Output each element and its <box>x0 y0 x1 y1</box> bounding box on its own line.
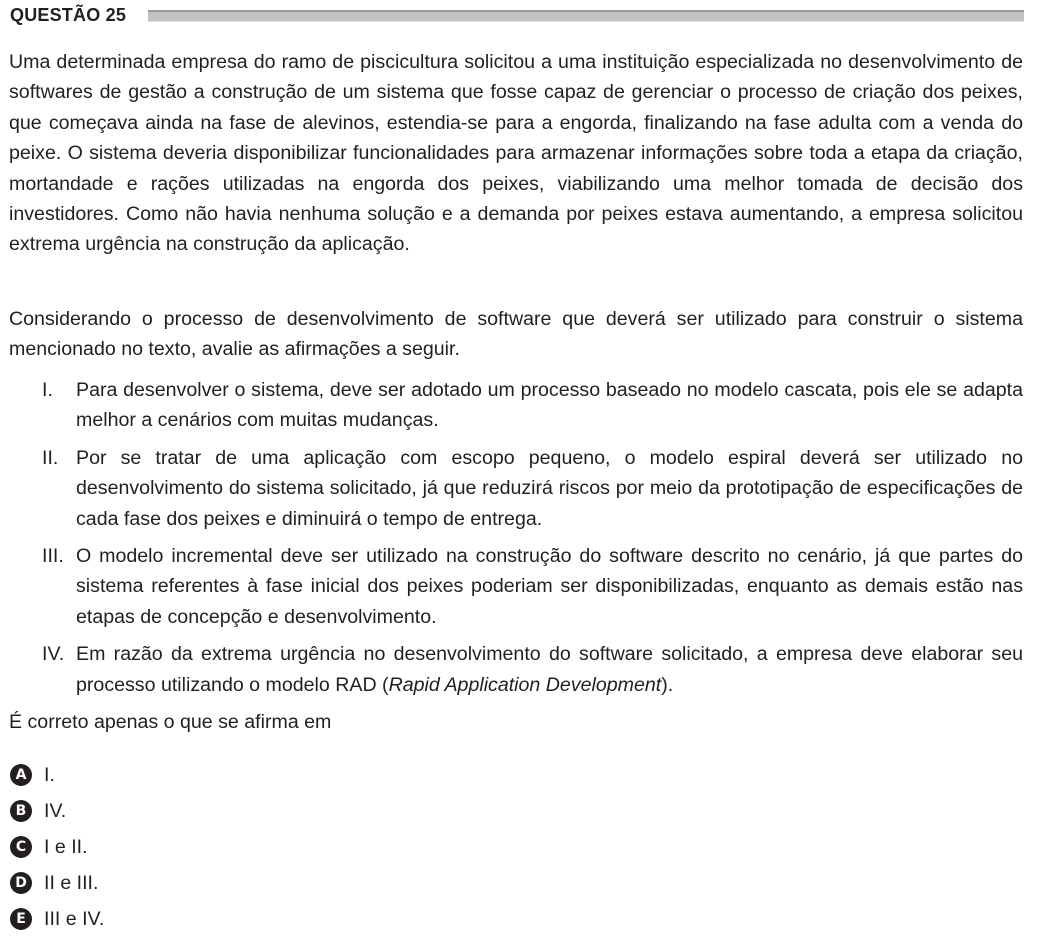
statement-text <box>76 643 1023 695</box>
statement-text-before: Em razão da extrema urgência no desenvolvimento do software solicitado, a empresa deve elaborar seu processo utilizando o modelo RAD ( <box>76 643 1023 696</box>
option-c[interactable] <box>10 829 104 865</box>
statement-item <box>42 443 1023 534</box>
statement-text-italic: Rapid Application Development <box>388 673 662 696</box>
statement-text: O modelo incremental deve ser utilizado na construção do software descrito no cenário, já que partes do sistema referentes à fase inicial dos peixes poderiam ser disponibilizadas, enquanto as demais estão nas etapas de concepção e desenvolvimento. <box>76 545 1023 628</box>
statement-text: Por se tratar de uma aplicação com escopo pequeno, o modelo espiral deverá ser utilizado no desenvolvimento do sistema solicitado, já que reduzirá riscos por meio da prototipação de especificações de cada fase dos peixes e diminuirá o tempo de entrega. <box>76 446 1023 530</box>
option-d[interactable] <box>10 865 104 901</box>
statement-text-after: ). <box>661 673 674 696</box>
intro-paragraph: Uma determinada empresa do ramo de piscicultura solicitou a uma instituição especializada no desenvolvimento de softwares de gestão a construção de um sistema que fosse capaz de gerenciar o processo de criação dos peixes, que começava ainda na fase de alevinos, estendia-se para a engorda, finalizando na fase adulta com a venda do peixe. O sistema deveria disponibilizar funcionalidades para armazenar informações sobre toda a etapa da criação, mortandade e rações utilizadas na engorda dos peixes, viabilizando uma melhor tomada de decisão dos investidores. Como não havia nenhuma solução e a demanda por peixes estava aumentando, a empresa solicitou extrema urgência na construção da aplicação. <box>9 51 1023 256</box>
statement-text: Para desenvolver o sistema, deve ser adotado um processo baseado no modelo cascata, pois ele se adapta melhor a cenários com muitas mudanças. <box>76 379 1023 432</box>
statement-number: I. <box>42 379 53 401</box>
option-text: III e IV. <box>44 908 105 930</box>
statement-number: III. <box>42 545 64 568</box>
option-text: II e III. <box>44 872 99 894</box>
option-b[interactable] <box>10 793 104 829</box>
option-letter-badge: A <box>10 764 32 786</box>
statement-item <box>42 541 1023 632</box>
option-text: I e II. <box>44 836 88 858</box>
option-a[interactable] <box>10 757 104 793</box>
context-paragraph: Considerando o processo de desenvolvimento de software que deverá ser utilizado para construir o sistema mencionado no texto, avalie as afirmações a seguir. <box>9 308 1023 361</box>
header-rule <box>148 10 1024 22</box>
question-title: QUESTÃO 25 <box>10 4 127 25</box>
statement-item <box>42 639 1023 700</box>
option-letter-badge: B <box>10 800 32 822</box>
option-letter-badge: D <box>10 872 32 894</box>
option-text: IV. <box>44 800 67 822</box>
question-prompt: É correto apenas o que se afirma em <box>9 711 332 733</box>
option-letter-badge: E <box>10 908 32 930</box>
statements-list <box>0 375 1039 707</box>
question-header <box>10 4 1024 26</box>
option-letter-badge: C <box>10 836 32 858</box>
statement-number: II. <box>42 446 59 469</box>
statement-item <box>42 375 1023 436</box>
answer-options <box>10 757 104 937</box>
statement-number: IV. <box>42 643 65 666</box>
option-text: I. <box>44 764 55 786</box>
